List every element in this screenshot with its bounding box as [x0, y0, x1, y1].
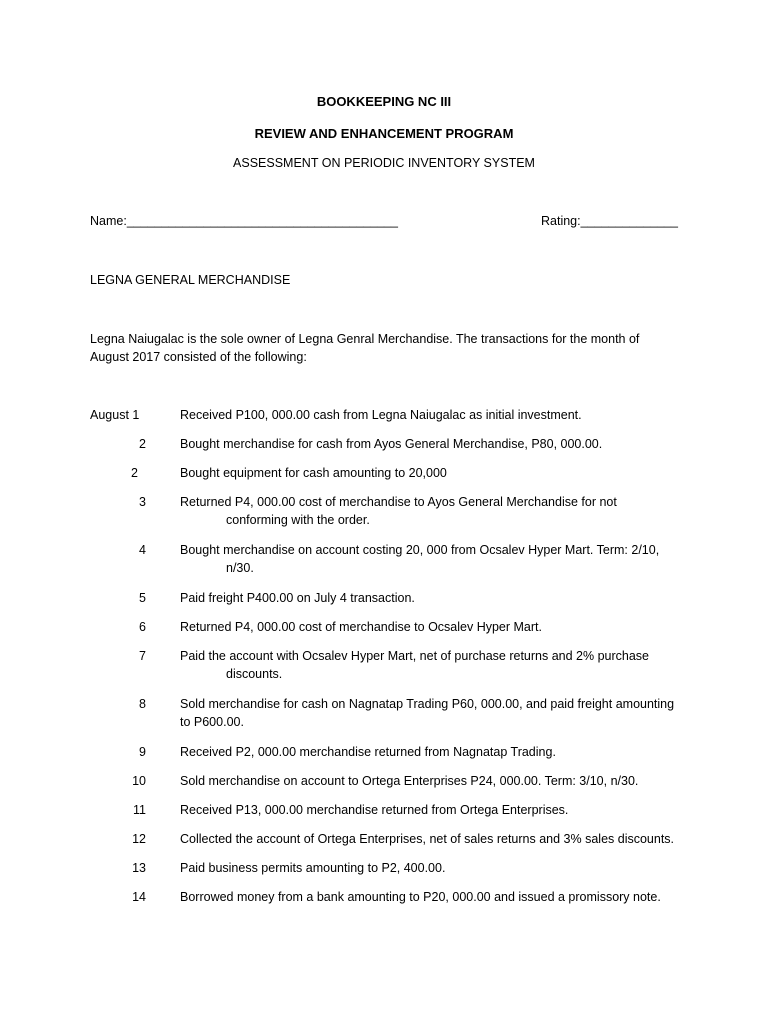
transaction-text: Returned P4, 000.00 cost of merchandise to Ayos General Merchandise for not conforming with the order. [180, 495, 617, 527]
transaction-text: Sold merchandise for cash on Nagnatap Trading P60, 000.00, and paid freight amounting to P600.00. [180, 697, 675, 729]
transaction-date: 11 [133, 803, 146, 817]
transaction-date: 2 [131, 466, 138, 480]
transaction-text: Paid the account with Ocsalev Hyper Mart, net of purchase returns and 2% purchase discounts. [180, 649, 649, 681]
transaction-text: Returned P4, 000.00 cost of merchandise to Ocsalev Hyper Mart. [180, 620, 542, 634]
transaction-text: Received P13, 000.00 merchandise returned from Ortega Enterprises. [180, 803, 569, 817]
transaction-text: Received P100, 000.00 cash from Legna Naiugalac as initial investment. [180, 408, 582, 422]
intro-paragraph: Legna Naiugalac is the sole owner of Legna Genral Merchandise. The transactions for the month of August 2017 consisted of the following: [90, 332, 640, 364]
transaction-text: Paid freight P400.00 on July 4 transaction. [180, 591, 415, 605]
transaction-date: 4 [139, 543, 146, 557]
transaction-date: 9 [139, 745, 146, 759]
transaction-date: 3 [139, 495, 146, 509]
program-title: REVIEW AND ENHANCEMENT PROGRAM [254, 126, 514, 141]
transaction-text: Received P2, 000.00 merchandise returned from Nagnatap Trading. [180, 745, 556, 759]
business-name: LEGNA GENERAL MERCHANDISE [90, 273, 291, 287]
transaction-date: 7 [139, 649, 146, 663]
transaction-text: Borrowed money from a bank amounting to P20, 000.00 and issued a promissory note. [180, 890, 661, 904]
transaction-date: August 1 [90, 408, 140, 422]
name-field: Name:_______________________________________ [90, 214, 398, 228]
transaction-text: Sold merchandise on account to Ortega Enterprises P24, 000.00. Term: 3/10, n/30. [180, 774, 639, 788]
transaction-text: Bought merchandise for cash from Ayos General Merchandise, P80, 000.00. [180, 437, 603, 451]
document-title: BOOKKEEPING NC III [316, 94, 452, 109]
transaction-date: 10 [132, 774, 146, 788]
transaction-date: 8 [139, 697, 146, 711]
transaction-date: 6 [139, 620, 146, 634]
transaction-text: Collected the account of Ortega Enterprises, net of sales returns and 3% sales discounts. [180, 832, 675, 846]
transaction-text: Bought equipment for cash amounting to 20,000 [180, 466, 447, 480]
transaction-text: Paid business permits amounting to P2, 400.00. [180, 861, 446, 875]
transaction-text: Bought merchandise on account costing 20, 000 from Ocsalev Hyper Mart. Term: 2/10, n/30. [180, 543, 660, 575]
transaction-date: 13 [132, 861, 146, 875]
transaction-date: 5 [139, 591, 146, 605]
rating-field: Rating:______________ [541, 214, 678, 228]
transaction-date: 12 [132, 832, 146, 846]
transaction-date: 2 [139, 437, 146, 451]
assessment-title: ASSESSMENT ON PERIODIC INVENTORY SYSTEM [233, 156, 535, 170]
transaction-date: 14 [132, 890, 146, 904]
